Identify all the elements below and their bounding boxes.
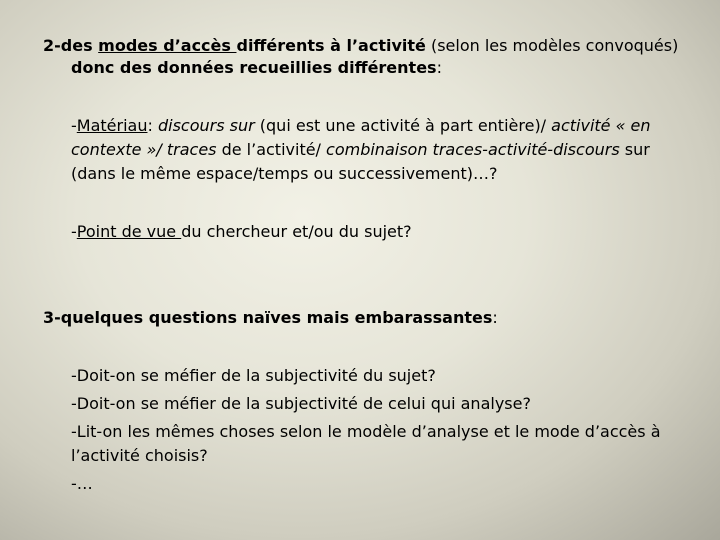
section2-line2 — [71, 58, 442, 78]
question-3-text-a: -Lit-on les mêmes choses selon le modèle d’analyse et le mode d’accès à — [71, 422, 661, 441]
materiau-line2-italic-2: combinaison traces-activité-discours — [326, 140, 620, 159]
materiau-line1 — [71, 116, 651, 136]
materiau-line3 — [71, 164, 497, 184]
materiau-italic-2: activité « en — [551, 116, 651, 135]
section2-line2-bold: donc des données recueillies différentes — [71, 58, 437, 77]
section2-underlined-term: modes d’accès — [98, 36, 237, 55]
materiau-label: Matériau — [76, 116, 148, 135]
section2-bold-rest: différents à l’activité — [236, 36, 426, 55]
section3-heading-colon: : — [492, 308, 498, 327]
materiau-line2 — [71, 140, 650, 160]
point-de-vue-prefix: - — [71, 222, 77, 241]
materiau-italic-1: discours sur — [157, 116, 255, 135]
section2-line2-colon: : — [436, 58, 442, 77]
question-1-text: -Doit-on se méfier de la subjectivité du sujet? — [71, 366, 436, 385]
section2-parenthetical: (selon les modèles convoqués) — [425, 36, 679, 55]
question-3-line1 — [71, 422, 661, 442]
section2-line1 — [43, 36, 678, 56]
materiau-line3-text: (dans le même espace/temps ou successivement)…? — [71, 164, 498, 183]
materiau-line2-italic: contexte »/ traces — [71, 140, 217, 159]
materiau-line2-text: de l’activité/ — [216, 140, 327, 159]
section3-heading — [43, 308, 498, 328]
question-3-line2 — [71, 446, 208, 466]
section2-number: 2-des — [43, 36, 99, 55]
point-de-vue-label: Point de vue — [76, 222, 182, 241]
materiau-colon: : — [147, 116, 158, 135]
question-1 — [71, 366, 436, 386]
question-3-text-b: l’activité choisis? — [71, 446, 208, 465]
question-ellipsis-text: -… — [71, 474, 93, 493]
point-de-vue-rest: du chercheur et/ou du sujet? — [181, 222, 412, 241]
section3-heading-bold: 3-quelques questions naïves mais embarassantes — [43, 308, 493, 327]
materiau-text-1: (qui est une activité à part entière)/ — [254, 116, 552, 135]
materiau-prefix: - — [71, 116, 77, 135]
materiau-line2-text-2: sur — [619, 140, 650, 159]
question-2 — [71, 394, 531, 414]
question-ellipsis — [71, 474, 93, 494]
point-de-vue-line — [71, 222, 412, 242]
question-2-text: -Doit-on se méfier de la subjectivité de celui qui analyse? — [71, 394, 531, 413]
